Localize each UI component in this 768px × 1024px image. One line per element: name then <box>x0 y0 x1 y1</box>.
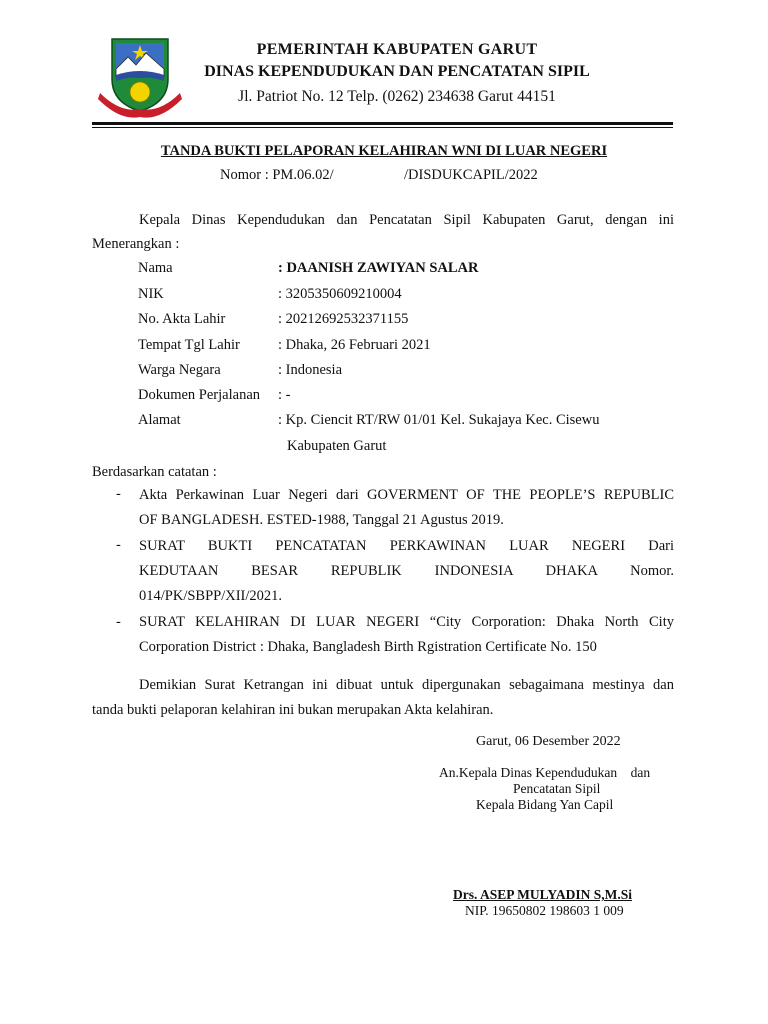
closing-line-2: tanda bukti pelaporan kelahiran ini bukan merupakan Akta kelahiran. <box>92 702 494 718</box>
bullet-1-line-2: OF BANGLADESH. ESTED-1988, Tanggal 21 Agustus 2019. <box>139 512 504 528</box>
bullet-marker: - <box>116 614 121 630</box>
field-value-address: : Kp. Ciencit RT/RW 01/01 Kel. Sukajaya Kec. Cisewu <box>278 412 600 428</box>
closing-line-1: Demikian Surat Ketrangan ini dibuat untuk dipergunakan sebagaimana mestinya dan <box>139 677 674 693</box>
document-title: TANDA BUKTI PELAPORAN KELAHIRAN WNI DI LUAR NEGERI <box>160 143 608 159</box>
field-value-citizenship: : Indonesia <box>278 362 343 378</box>
letterhead-rule-thin <box>92 127 673 128</box>
basis-label: Berdasarkan catatan : <box>92 464 217 480</box>
field-value-address-line-2: Kabupaten Garut <box>287 438 387 454</box>
field-label-citizenship: Warga Negara <box>138 362 221 378</box>
letterhead-agency: DINAS KEPENDUDUKAN DAN PENCATATAN SIPIL <box>204 63 590 80</box>
letterhead-government: PEMERINTAH KABUPATEN GARUT <box>256 41 538 58</box>
document-number-prefix: Nomor : PM.06.02/ <box>220 167 334 183</box>
bullet-marker: - <box>116 486 121 502</box>
bullet-2-line-2: KEDUTAAN BESAR REPUBLIK INDONESIA DHAKA Nomor. <box>139 563 674 579</box>
intro-line-1: Kepala Dinas Kependudukan dan Pencatatan Sipil Kabupaten Garut, dengan ini <box>139 212 674 228</box>
signature-role-line-1: An.Kepala Dinas Kependudukan dan <box>439 765 651 780</box>
bullet-2-line-3: 014/PK/SBPP/XII/2021. <box>139 588 283 604</box>
field-value-nik: : 3205350609210004 <box>278 286 402 302</box>
field-label-travel-document: Dokumen Perjalanan <box>138 387 261 403</box>
field-label-name: Nama <box>138 260 173 276</box>
bullet-3-line-2: Corporation District : Dhaka, Bangladesh Birth Rgistration Certificate No. 150 <box>139 639 597 655</box>
document-number-suffix: /DISDUKCAPIL/2022 <box>404 167 538 183</box>
signature-role-line-2: Pencatatan Sipil <box>513 781 601 796</box>
field-value-birth-cert: : 20212692532371155 <box>278 311 409 327</box>
signature-place-date: Garut, 06 Desember 2022 <box>476 734 621 749</box>
field-label-birth-place-date: Tempat Tgl Lahir <box>138 337 240 353</box>
letterhead-rule-thick <box>92 122 673 125</box>
signatory-name: Drs. ASEP MULYADIN S,M.Si <box>453 887 633 902</box>
bullet-marker: - <box>116 537 121 553</box>
letterhead-address: Jl. Patriot No. 12 Telp. (0262) 234638 Garut 44151 <box>238 88 556 105</box>
field-label-birth-cert: No. Akta Lahir <box>138 311 226 327</box>
bullet-3-line-1: SURAT KELAHIRAN DI LUAR NEGERI “City Corporation: Dhaka North City <box>139 614 674 630</box>
bullet-2-line-1: SURAT BUKTI PENCATATAN PERKAWINAN LUAR NEGERI Dari <box>139 538 674 554</box>
field-value-name: : DAANISH ZAWIYAN SALAR <box>278 260 479 276</box>
field-label-address: Alamat <box>138 412 181 428</box>
field-label-nik: NIK <box>138 286 164 302</box>
signature-role-line-3: Kepala Bidang Yan Capil <box>476 797 614 812</box>
intro-line-2: Menerangkan : <box>92 236 180 252</box>
field-value-birth-place-date: : Dhaka, 26 Februari 2021 <box>278 337 431 353</box>
bullet-1-line-1: Akta Perkawinan Luar Negeri dari GOVERMENT OF THE PEOPLE’S REPUBLIC <box>139 487 674 503</box>
field-value-travel-document: : - <box>278 387 291 403</box>
signatory-nip: NIP. 19650802 198603 1 009 <box>465 903 624 918</box>
